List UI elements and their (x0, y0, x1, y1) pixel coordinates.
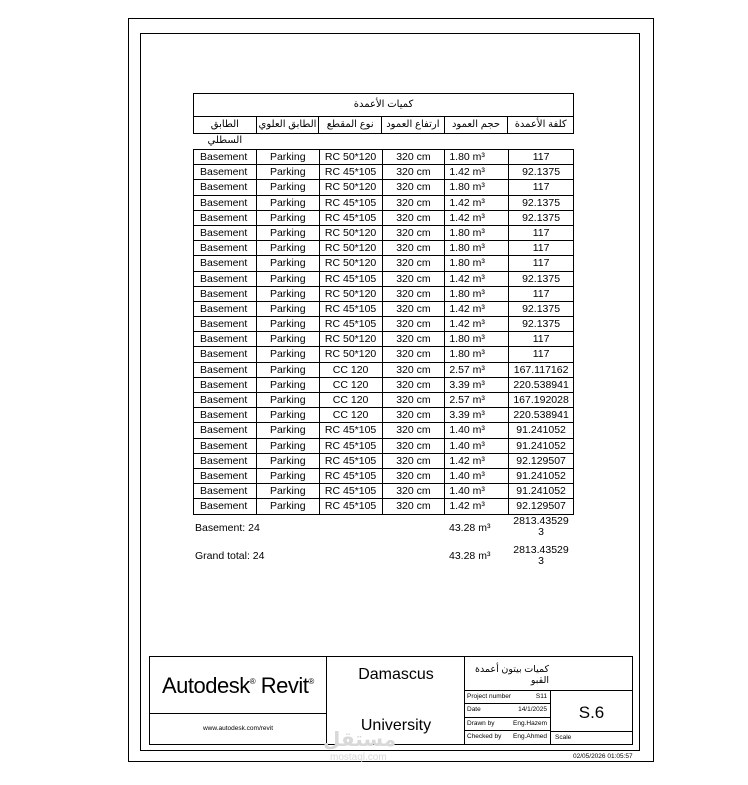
table-cell: 92.129507 (509, 454, 574, 469)
table-cell: Basement (194, 317, 257, 332)
table-cell: Basement (194, 347, 257, 362)
table-cell: 320 cm (383, 180, 446, 195)
info-grid (465, 690, 551, 744)
table-cell: 2.57 m³ (445, 363, 509, 378)
table-cell: 220.538941 (509, 408, 574, 423)
table-cell: Parking (257, 347, 320, 362)
table-cell: Parking (257, 256, 320, 271)
table-cell: 220.538941 (509, 378, 574, 393)
header-section-type: نوع المقطع (319, 117, 382, 133)
table-cell: 1.40 m³ (445, 484, 509, 499)
table-cell: RC 50*120 (320, 226, 383, 241)
table-row (194, 165, 574, 180)
table-cell: CC 120 (320, 393, 383, 408)
table-cell: 91.241052 (509, 439, 574, 454)
table-cell: RC 45*105 (320, 454, 383, 469)
grand-total-cost (510, 545, 572, 567)
table-cell: 117 (509, 241, 574, 256)
table-cell: 92.1375 (509, 165, 574, 180)
project-number-row (465, 691, 550, 704)
table-cell: Parking (257, 196, 320, 211)
header-base-level: الطابق السطلي (194, 117, 257, 133)
header-column-volume: حجم العمود (445, 117, 509, 133)
table-row (194, 378, 574, 393)
table-cell: 91.241052 (509, 484, 574, 499)
table-cell: 92.1375 (509, 211, 574, 226)
sheet-name: كميات بيتون أعمدة القبو (474, 664, 549, 686)
table-cell: Basement (194, 393, 257, 408)
table-row (194, 332, 574, 347)
table-cell: 117 (509, 347, 574, 362)
table-row (194, 287, 574, 302)
table-cell: 1.80 m³ (445, 241, 509, 256)
table-row (194, 363, 574, 378)
table-row (194, 347, 574, 362)
schedule-header-row (193, 117, 574, 146)
watermark-logo: مستقل (323, 729, 397, 751)
table-cell: RC 45*105 (320, 423, 383, 438)
table-cell: Parking (257, 393, 320, 408)
table-cell: 3.39 m³ (445, 408, 509, 423)
table-cell: Parking (257, 423, 320, 438)
table-cell: 1.80 m³ (445, 347, 509, 362)
table-cell: Parking (257, 439, 320, 454)
table-cell: 167.192028 (509, 393, 574, 408)
subtotal-cost-line2: 3 (538, 526, 544, 538)
project-name-line2: University (360, 717, 432, 734)
table-row (194, 423, 574, 438)
table-cell: 320 cm (383, 272, 446, 287)
subtotal-cost (510, 516, 572, 538)
project-name-line1: Damascus (358, 666, 434, 683)
table-cell: Parking (257, 469, 320, 484)
table-cell: Parking (257, 408, 320, 423)
checked-by-value: Eng.Ahmed (513, 732, 547, 740)
table-row (194, 484, 574, 499)
table-cell: Basement (194, 211, 257, 226)
table-cell: Parking (257, 363, 320, 378)
table-cell: Basement (194, 256, 257, 271)
date-value: 14/1/2025 (518, 706, 547, 714)
date-row (465, 704, 550, 717)
table-cell: Parking (257, 241, 320, 256)
table-cell: 1.42 m³ (445, 499, 509, 514)
table-cell: 320 cm (383, 165, 446, 180)
table-cell: Basement (194, 499, 257, 514)
table-cell: RC 45*105 (320, 272, 383, 287)
table-row (194, 393, 574, 408)
table-cell: CC 120 (320, 408, 383, 423)
table-cell: 167.117162 (509, 363, 574, 378)
table-cell: Basement (194, 332, 257, 347)
table-row (194, 256, 574, 271)
table-cell: 117 (509, 180, 574, 195)
table-cell: Parking (257, 180, 320, 195)
table-cell: 117 (509, 150, 574, 165)
table-cell: 1.42 m³ (445, 302, 509, 317)
subtotal-cost-line1: 2813.43529 (513, 515, 569, 527)
project-number-label: Project number (467, 693, 512, 700)
subtotal-label: Basement: 24 (195, 522, 260, 534)
table-row (194, 439, 574, 454)
project-number-value: S11 (535, 693, 547, 700)
table-cell: 1.80 m³ (445, 180, 509, 195)
grand-total-label: Grand total: 24 (195, 550, 265, 562)
table-cell: Parking (257, 317, 320, 332)
table-cell: 320 cm (383, 317, 446, 332)
table-cell: Parking (257, 165, 320, 180)
table-cell: 320 cm (383, 211, 446, 226)
drawn-by-label: Drawn by (467, 719, 495, 727)
table-row (194, 180, 574, 195)
table-row (194, 302, 574, 317)
table-cell: Basement (194, 439, 257, 454)
table-cell: Basement (194, 226, 257, 241)
table-row (194, 454, 574, 469)
table-cell: RC 45*105 (320, 211, 383, 226)
table-cell: Parking (257, 272, 320, 287)
table-row (194, 211, 574, 226)
table-cell: 320 cm (383, 302, 446, 317)
table-cell: 92.1375 (509, 302, 574, 317)
table-cell: 320 cm (383, 469, 446, 484)
table-cell: Parking (257, 211, 320, 226)
table-cell: Parking (257, 378, 320, 393)
header-column-height: ارتفاع العمود (382, 117, 445, 133)
autodesk-revit-logo: Autodesk® Revit® (162, 673, 314, 698)
table-cell: Basement (194, 150, 257, 165)
table-row (194, 196, 574, 211)
table-cell: 1.42 m³ (445, 317, 509, 332)
table-cell: 320 cm (383, 241, 446, 256)
grand-total-cost-line1: 2813.43529 (513, 544, 569, 556)
table-cell: 1.40 m³ (445, 469, 509, 484)
table-cell: 1.42 m³ (445, 165, 509, 180)
table-row (194, 469, 574, 484)
table-cell: RC 45*105 (320, 196, 383, 211)
table-cell: CC 120 (320, 363, 383, 378)
print-timestamp: 02/05/2026 01:05:57 (573, 753, 633, 760)
grand-total-cost-line2: 3 (538, 555, 544, 567)
table-cell: 1.80 m³ (445, 256, 509, 271)
table-cell: 320 cm (383, 378, 446, 393)
header-column-cost: كلفة الأعمدة (514, 119, 567, 130)
schedule-title: كميات الأعمدة (193, 93, 574, 117)
table-cell: Basement (194, 180, 257, 195)
table-cell: Basement (194, 469, 257, 484)
table-cell: 320 cm (383, 256, 446, 271)
table-cell: 320 cm (383, 439, 446, 454)
table-cell: 91.241052 (509, 423, 574, 438)
table-cell: 117 (509, 226, 574, 241)
table-cell: RC 50*120 (320, 180, 383, 195)
table-cell: Basement (194, 423, 257, 438)
table-cell: 1.42 m³ (445, 211, 509, 226)
scale-label: Scale (551, 731, 632, 744)
table-cell: Parking (257, 150, 320, 165)
table-cell: 1.42 m³ (445, 454, 509, 469)
table-cell: Basement (194, 454, 257, 469)
table-cell: Basement (194, 363, 257, 378)
table-cell: 1.80 m³ (445, 332, 509, 347)
table-cell: 320 cm (383, 454, 446, 469)
table-cell: RC 50*120 (320, 287, 383, 302)
table-cell: Basement (194, 408, 257, 423)
table-cell: 92.129507 (509, 499, 574, 514)
table-cell: 1.42 m³ (445, 196, 509, 211)
table-cell: Basement (194, 484, 257, 499)
table-cell: Parking (257, 226, 320, 241)
drawn-by-value: Eng.Hazem (513, 719, 547, 727)
table-cell: RC 50*120 (320, 150, 383, 165)
logo-panel (150, 657, 327, 714)
table-cell: 320 cm (383, 363, 446, 378)
table-cell: Parking (257, 287, 320, 302)
table-cell: 320 cm (383, 332, 446, 347)
table-cell: 1.80 m³ (445, 226, 509, 241)
table-cell: 320 cm (383, 484, 446, 499)
table-cell: RC 45*105 (320, 439, 383, 454)
checked-by-row (465, 731, 550, 744)
table-cell: 320 cm (383, 499, 446, 514)
table-cell: Parking (257, 499, 320, 514)
table-cell: RC 50*120 (320, 347, 383, 362)
table-cell: 2.57 m³ (445, 393, 509, 408)
table-cell: Parking (257, 484, 320, 499)
table-cell: Basement (194, 272, 257, 287)
table-row (194, 241, 574, 256)
table-row (194, 499, 574, 514)
table-cell: 320 cm (383, 150, 446, 165)
table-cell: 320 cm (383, 196, 446, 211)
table-cell: 320 cm (383, 287, 446, 302)
table-cell: RC 45*105 (320, 484, 383, 499)
header-top-level: الطابق العلوي (257, 117, 320, 133)
column-quantities-schedule (193, 93, 574, 515)
table-cell: 320 cm (383, 393, 446, 408)
table-cell: 117 (509, 256, 574, 271)
table-cell: 1.42 m³ (445, 272, 509, 287)
table-cell: RC 50*120 (320, 256, 383, 271)
subtotal-volume: 43.28 m³ (449, 522, 491, 534)
table-row (194, 272, 574, 287)
autodesk-url: www.autodesk.com/revit (150, 714, 327, 744)
table-row (194, 408, 574, 423)
table-cell: CC 120 (320, 378, 383, 393)
table-cell: RC 45*105 (320, 469, 383, 484)
table-cell: RC 45*105 (320, 165, 383, 180)
schedule-body (193, 149, 574, 515)
table-cell: Parking (257, 302, 320, 317)
table-row (194, 226, 574, 241)
table-row (194, 317, 574, 332)
grand-total-volume: 43.28 m³ (449, 550, 491, 562)
table-cell: Basement (194, 165, 257, 180)
table-cell: 91.241052 (509, 469, 574, 484)
table-cell: 1.80 m³ (445, 150, 509, 165)
table-cell: Basement (194, 302, 257, 317)
table-cell: 117 (509, 332, 574, 347)
table-cell: Basement (194, 241, 257, 256)
table-cell: Parking (257, 332, 320, 347)
checked-by-label: Checked by (467, 732, 502, 740)
table-cell: 320 cm (383, 408, 446, 423)
table-cell: RC 45*105 (320, 317, 383, 332)
table-cell: 1.40 m³ (445, 423, 509, 438)
table-cell: 1.80 m³ (445, 287, 509, 302)
table-cell: 92.1375 (509, 196, 574, 211)
table-cell: 3.39 m³ (445, 378, 509, 393)
table-cell: RC 50*120 (320, 241, 383, 256)
table-cell: Basement (194, 196, 257, 211)
table-cell: 320 cm (383, 226, 446, 241)
table-cell: Parking (257, 454, 320, 469)
table-cell: 1.40 m³ (445, 439, 509, 454)
table-cell: Basement (194, 378, 257, 393)
sheet-number: S.6 (551, 690, 632, 731)
date-label: Date (467, 706, 481, 714)
table-cell: 320 cm (383, 347, 446, 362)
watermark-url: mostaql.com (330, 752, 387, 763)
table-cell: RC 45*105 (320, 499, 383, 514)
drawn-by-row (465, 718, 550, 731)
table-cell: RC 45*105 (320, 302, 383, 317)
table-cell: 117 (509, 287, 574, 302)
table-row (194, 150, 574, 165)
table-cell: 92.1375 (509, 272, 574, 287)
table-cell: RC 50*120 (320, 332, 383, 347)
table-cell: 92.1375 (509, 317, 574, 332)
table-cell: Basement (194, 287, 257, 302)
table-cell: 320 cm (383, 423, 446, 438)
sheet-info-panel (465, 657, 632, 744)
